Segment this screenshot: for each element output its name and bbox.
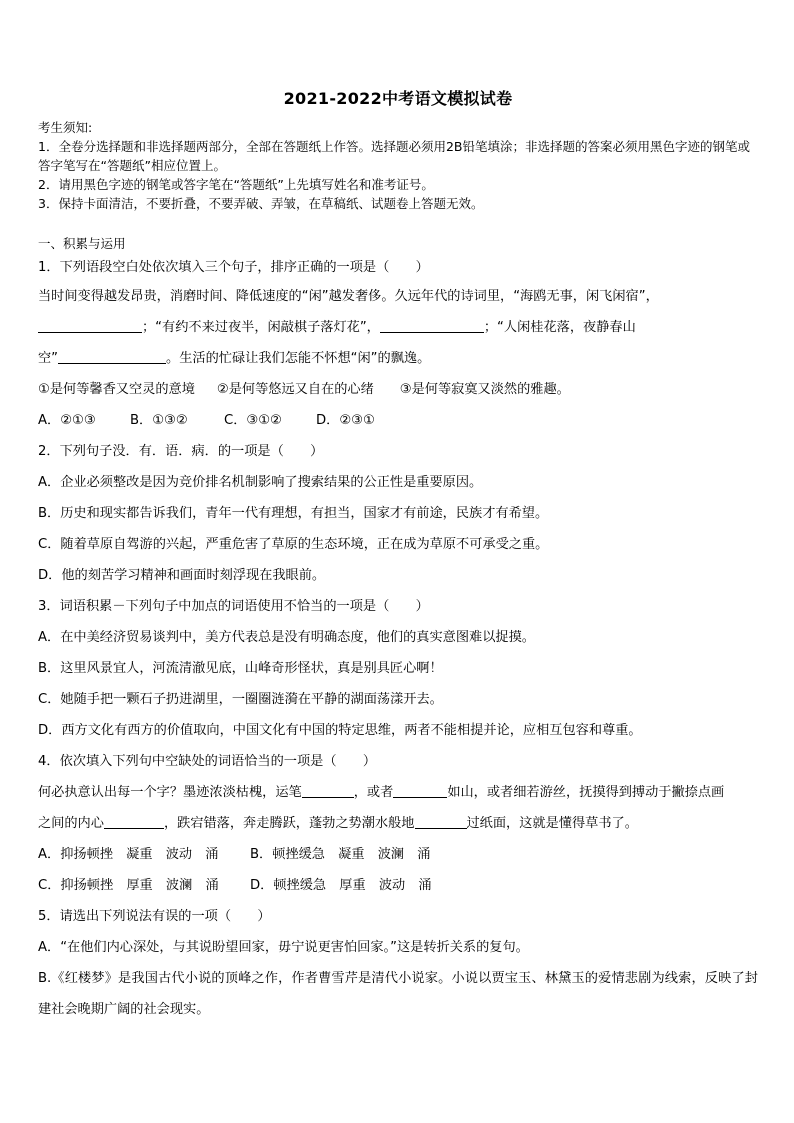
- question-2: [38, 436, 758, 591]
- sentence-choices: [38, 374, 758, 405]
- passage-line: ；“有约不来过夜半，闲敲棋子落灯花”， ；“人闲桂花落，夜静春山: [38, 312, 758, 343]
- passage-line: 当时间变得越发昂贵，消磨时间、降低速度的“闲”越发奢侈。久远年代的诗词里，“海鸥无事，闲飞闲宿”，: [38, 289, 659, 304]
- answer-blank[interactable]: [302, 783, 354, 798]
- option-b[interactable]: B．①③②: [130, 413, 188, 428]
- passage-line: 空” 。生活的忙碌让我们怎能不怀想“闲”的飘逸。: [38, 351, 431, 366]
- notice-item: 3．保持卡面清洁，不要折叠，不要弄破、弄皱，在草稿纸、试题卷上答题无效。: [38, 196, 484, 211]
- option-c[interactable]: C．她随手把一颗石子扔进湖里，一圈圈涟漪在平静的湖面荡漾开去。: [38, 692, 443, 707]
- answer-blank[interactable]: [58, 349, 166, 364]
- answer-options: [38, 870, 758, 901]
- question-5: [38, 901, 758, 1025]
- notice-heading: 考生须知:: [38, 120, 93, 135]
- answer-options: [38, 839, 758, 870]
- passage-line: 何必执意认出每一个字？墨迹浓淡枯槐，运笔 ，或者 如山，或者细若游丝，抚摸得到搏动于撇捺点画: [38, 785, 725, 800]
- question-stem: 4．依次填入下列句中空缺处的词语恰当的一项是（ ）: [38, 754, 377, 769]
- answer-blank[interactable]: [38, 318, 142, 333]
- question-3: [38, 591, 758, 746]
- question-4: [38, 746, 758, 901]
- option-b[interactable]: B．这里风景宜人，河流清澈见底，山峰奇形怪状，真是别具匠心啊！: [38, 661, 443, 676]
- answer-options: [38, 405, 758, 436]
- option-d[interactable]: D．②③①: [316, 413, 375, 428]
- answer-blank[interactable]: [380, 318, 484, 333]
- question-stem: 3．词语积累－下列句子中加点的词语使用不恰当的一项是（ ）: [38, 599, 429, 614]
- question-stem: 2．下列句子没．有．语．病．的一项是（ ）: [38, 444, 324, 459]
- candidate-notice: [38, 118, 758, 213]
- answer-blank[interactable]: [104, 814, 164, 829]
- option-d[interactable]: D．西方文化有西方的价值取向，中国文化有中国的特定思维，两者不能相提并论，应相互包容和尊重。: [38, 723, 642, 738]
- section-heading: 一、积累与运用: [38, 236, 126, 251]
- page-title: 2021-2022中考语文模拟试卷: [283, 89, 513, 108]
- sentence-choice: ①是何等馨香又空灵的意境: [38, 382, 195, 397]
- notice-item: 1．全卷分选择题和非选择题两部分，全部在答题纸上作答。选择题必须用2B铅笔填涂；非选择题的答案必须用黑色字迹的钢笔或答字笔写在“答题纸”相应位置上。: [38, 139, 750, 173]
- question-stem: 1．下列语段空白处依次填入三个句子，排序正确的一项是（ ）: [38, 260, 429, 275]
- sentence-choice: ②是何等悠远又自在的心绪: [216, 382, 374, 397]
- option-a[interactable]: A．抑扬顿挫 凝重 波动 涌: [38, 847, 219, 862]
- answer-blank[interactable]: [393, 783, 447, 798]
- exam-page: [38, 88, 758, 1025]
- option-b[interactable]: B．历史和现实都告诉我们，青年一代有理想，有担当，国家才有前途，民族才有希望。: [38, 506, 549, 521]
- sentence-choice: ③是何等寂寞又淡然的雅趣。: [399, 382, 570, 397]
- option-d[interactable]: D．他的刻苦学习精神和画面时刻浮现在我眼前。: [38, 568, 326, 583]
- option-c[interactable]: C．抑扬顿挫 厚重 波澜 涌: [38, 878, 219, 893]
- option-c[interactable]: C．随着草原自驾游的兴起，严重危害了草原的生态环境，正在成为草原不可承受之重。: [38, 537, 549, 552]
- option-d[interactable]: D．顿挫缓急 厚重 波动 涌: [250, 878, 432, 893]
- option-a[interactable]: A．“在他们内心深处，与其说盼望回家，毋宁说更害怕回家。”这是转折关系的复句。: [38, 940, 529, 955]
- passage-line: 之间的内心 ，跌宕错落，奔走腾跃，蓬勃之势潮水般地 过纸面，这就是懂得草书了。: [38, 816, 638, 831]
- answer-blank[interactable]: [415, 814, 467, 829]
- option-b[interactable]: B.《红楼梦》是我国古代小说的顶峰之作，作者曹雪芹是清代小说家。小说以贾宝玉、林黛玉的爱情悲剧为线索，反映了封建社会晚期广阔的社会现实。: [38, 971, 758, 1017]
- notice-item: 2．请用黑色字迹的钢笔或答字笔在“答题纸”上先填写姓名和准考证号。: [38, 177, 434, 192]
- option-a[interactable]: A．企业必须整改是因为竞价排名机制影响了搜索结果的公正性是重要原因。: [38, 475, 483, 490]
- question-1: [38, 254, 758, 436]
- option-c[interactable]: C．③①②: [224, 413, 282, 428]
- option-b[interactable]: B．顿挫缓急 凝重 波澜 涌: [250, 847, 431, 862]
- option-a[interactable]: A．②①③: [38, 413, 96, 428]
- option-a[interactable]: A．在中美经济贸易谈判中，美方代表总是没有明确态度，他们的真实意图难以捉摸。: [38, 630, 535, 645]
- question-stem: 5．请选出下列说法有误的一项（ ）: [38, 909, 271, 924]
